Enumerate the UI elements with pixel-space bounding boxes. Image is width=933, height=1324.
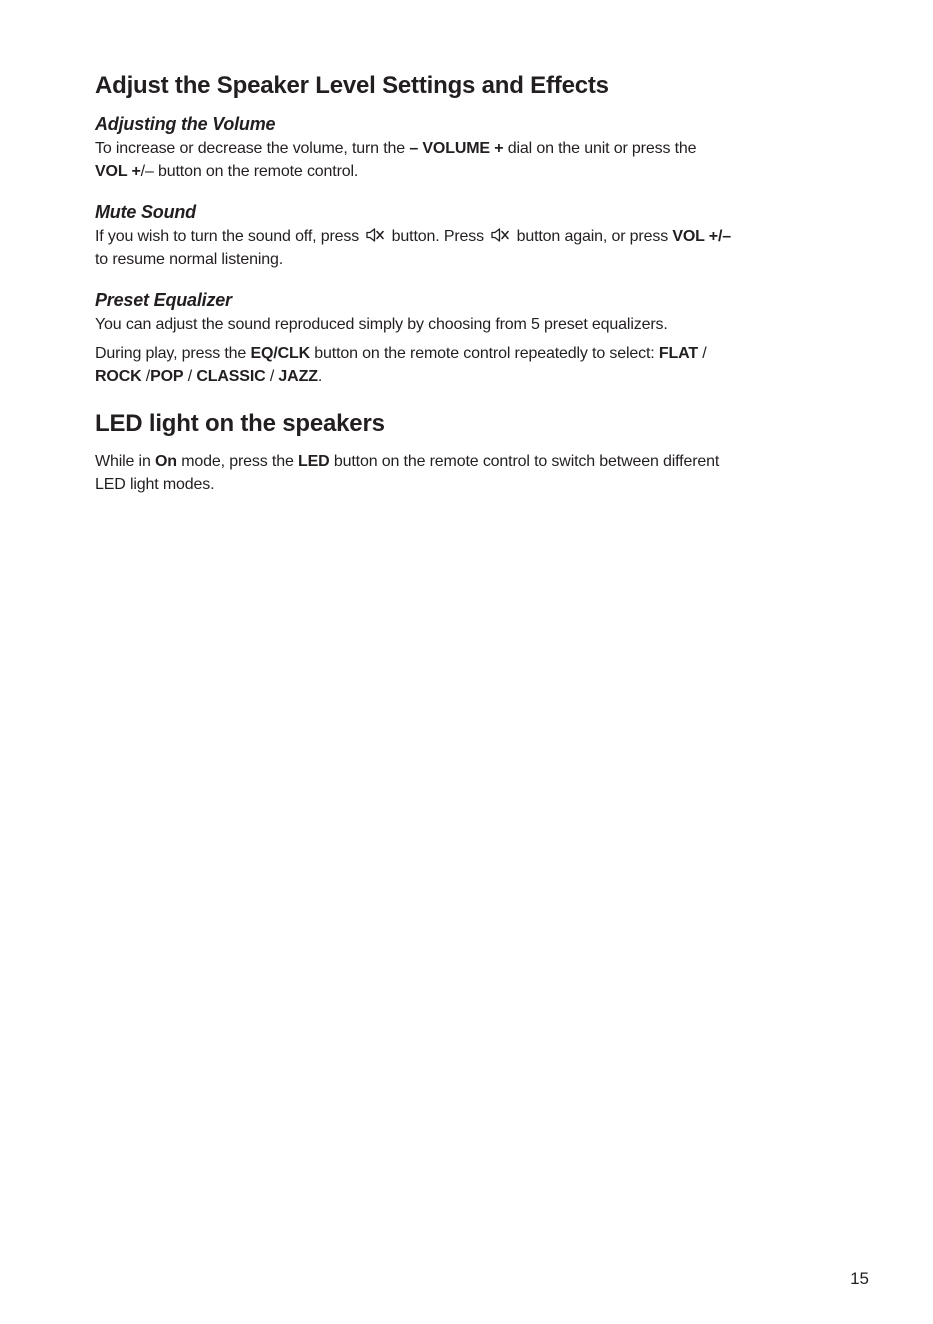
led-text-4: LED light modes. bbox=[95, 476, 215, 493]
volume-subheading: Adjusting the Volume bbox=[95, 114, 276, 134]
led-text-3: button on the remote control to switch between different bbox=[329, 453, 720, 470]
eq-pop-label: POP bbox=[150, 368, 184, 385]
equalizer-section bbox=[95, 287, 825, 388]
eq-sep-1: / bbox=[697, 345, 707, 362]
mute-paragraph bbox=[95, 225, 825, 271]
mute-icon bbox=[490, 227, 510, 243]
led-text-1: While in bbox=[95, 453, 156, 470]
mute-subheading: Mute Sound bbox=[95, 202, 196, 222]
led-section bbox=[95, 450, 825, 496]
volume-text-2: dial on the unit or press the bbox=[503, 140, 697, 157]
mute-icon bbox=[365, 227, 385, 243]
mute-text-1: If you wish to turn the sound off, press bbox=[95, 228, 364, 245]
equalizer-subheading: Preset Equalizer bbox=[95, 290, 232, 310]
led-paragraph bbox=[95, 450, 825, 496]
led-heading: LED light on the speakers bbox=[95, 410, 385, 437]
eq-end: . bbox=[317, 368, 323, 385]
eq-text-1: During play, press the bbox=[95, 345, 251, 362]
mute-text-4: to resume normal listening. bbox=[95, 251, 284, 268]
volume-paragraph bbox=[95, 137, 825, 183]
volume-dial-label: – VOLUME + bbox=[409, 140, 504, 157]
led-button-label: LED bbox=[298, 453, 330, 470]
vol-plus-minus-label: VOL +/– bbox=[672, 228, 732, 245]
equalizer-instructions bbox=[95, 342, 825, 388]
led-text-2: mode, press the bbox=[176, 453, 299, 470]
eq-flat-label: FLAT bbox=[658, 345, 698, 362]
led-on-label: On bbox=[155, 453, 177, 470]
page-number: 15 bbox=[850, 1269, 869, 1288]
main-heading: Adjust the Speaker Level Settings and Effects bbox=[95, 72, 609, 99]
volume-text-1: To increase or decrease the volume, turn the bbox=[95, 140, 410, 157]
eq-clk-label: EQ/CLK bbox=[250, 345, 310, 362]
eq-rock-label: ROCK bbox=[95, 368, 142, 385]
vol-plus-label: VOL + bbox=[95, 163, 141, 180]
equalizer-intro: You can adjust the sound reproduced simply by choosing from 5 preset equalizers. bbox=[95, 316, 668, 333]
volume-text-3: /– button on the remote control. bbox=[140, 163, 359, 180]
mute-section bbox=[95, 199, 825, 271]
eq-sep-3: / bbox=[183, 368, 197, 385]
volume-section bbox=[95, 111, 825, 183]
eq-jazz-label: JAZZ bbox=[278, 368, 318, 385]
eq-sep-2: / bbox=[141, 368, 151, 385]
eq-classic-label: CLASSIC bbox=[196, 368, 266, 385]
eq-text-2: button on the remote control repeatedly to select: bbox=[310, 345, 659, 362]
mute-text-3: button again, or press bbox=[512, 228, 673, 245]
manual-page bbox=[95, 70, 825, 496]
mute-text-2: button. Press bbox=[387, 228, 489, 245]
eq-sep-4: / bbox=[265, 368, 279, 385]
